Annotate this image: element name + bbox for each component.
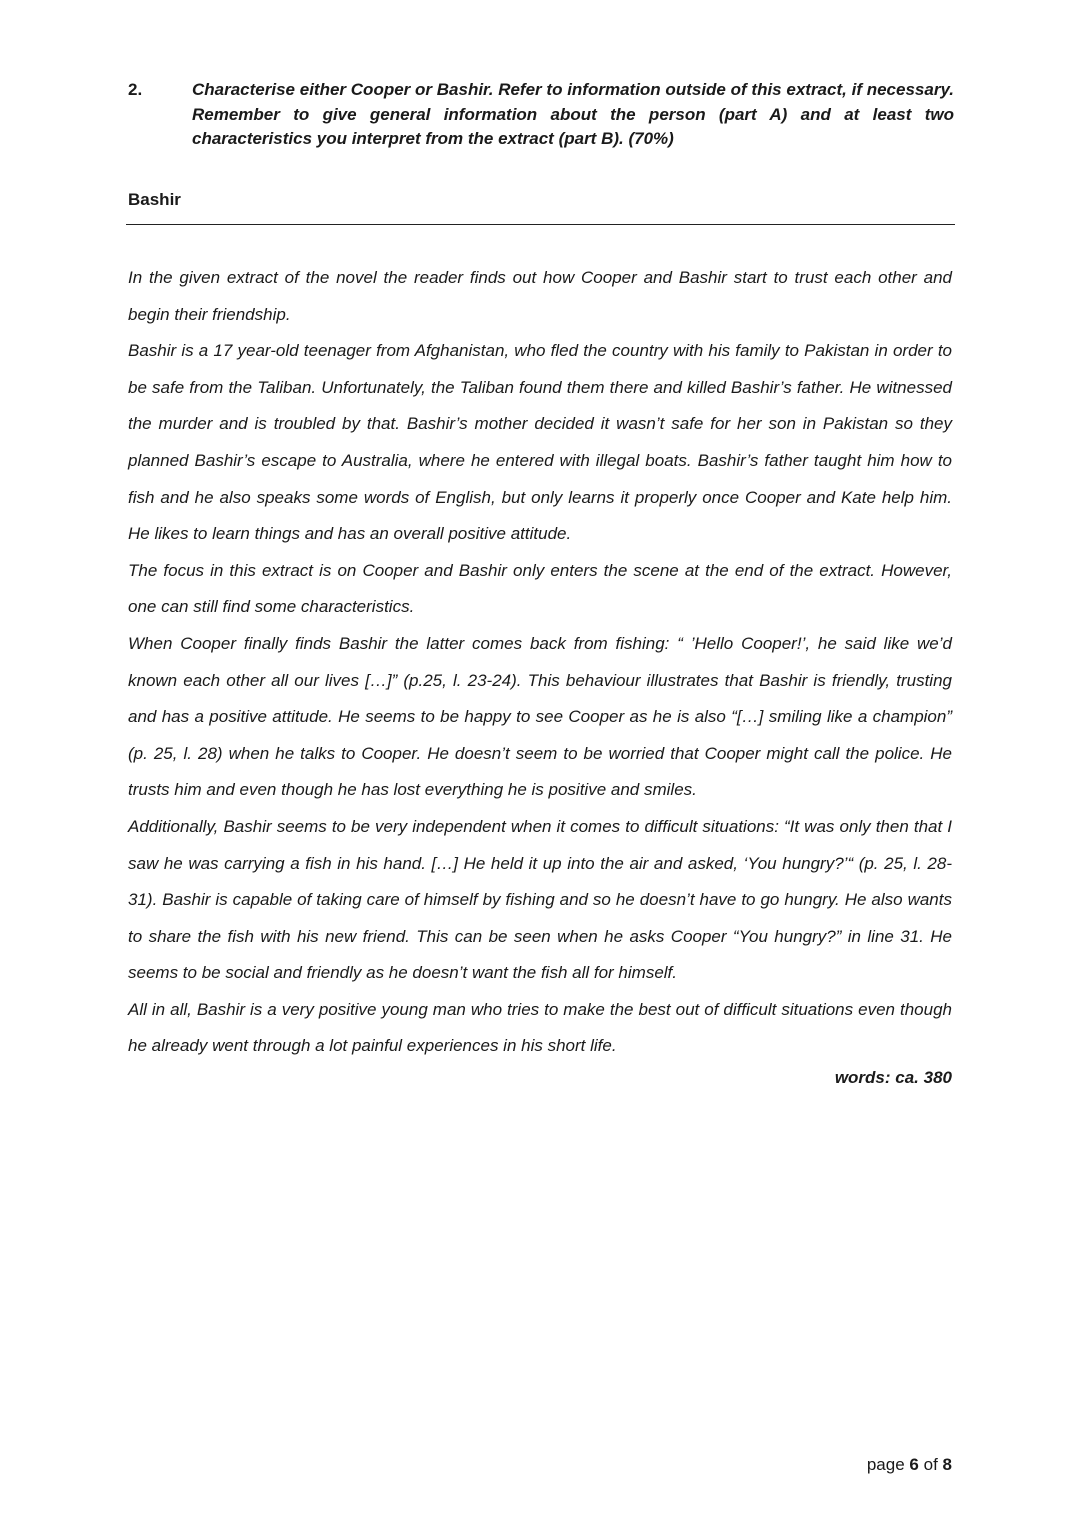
section-heading: Bashir (128, 190, 181, 209)
answer-paragraph-focus: The focus in this extract is on Cooper and Bashir only enters the scene at the end of the extract. However, one can still find some characteristics. (128, 560, 952, 617)
page-current: 6 (909, 1455, 919, 1474)
question-number: 2. (128, 80, 143, 99)
question-text: Characterise either Cooper or Bashir. Refer to information outside of this extract, if necessary. Remember to give general information about the person (part A) and at least two characteristics you interpret from the extract (part B). (70%) (192, 80, 954, 148)
page-of-label: of (923, 1455, 938, 1474)
page-total: 8 (942, 1455, 952, 1474)
divider-line (126, 224, 955, 225)
answer-paragraph-general: Bashir is a 17 year-old teenager from Afghanistan, who fled the country with his family to Pakistan in order to be safe from the Taliban. Unfortunately, the Taliban found them there and killed Bashir’s father. He witnessed the murder and is troubled by that. Bashir’s mother decided it wasn’t safe for her son in Pakistan so they planned Bashir’s escape to Australia, where he entered with illegal boats. Bashir’s father taught him how to fish and he also speaks some words of English, but only learns it properly once Cooper and Kate help him. He likes to learn things and has an overall positive attitude. (128, 341, 952, 544)
answer-paragraph-conclusion: All in all, Bashir is a very positive young man who tries to make the best out of difficult situations even though he already went through a lot painful experiences in his short life. (128, 999, 952, 1056)
answer-paragraph-independent: Additionally, Bashir seems to be very independent when it comes to difficult situations: “It was only then that I saw he was carrying a fish in his hand. […] He held it up into the air and asked, ‘You hungry?’“ (p. 25, l. 28-31). Bashir is capable of taking care of himself by fishing and so he doesn’t have to go hungry. He also wants to share the fish with his new friend. This can be seen when he asks Cooper “You hungry?” in line 31. He seems to be social and friendly as he doesn’t want the fish all for himself. (128, 816, 952, 983)
answer-paragraph-friendly: When Cooper finally finds Bashir the latter comes back from fishing: “ ’Hello Cooper!’, he said like we’d known each other all our lives […]” (p.25, l. 23-24). This behaviour illustrates that Bashir is friendly, trusting and has a positive attitude. He seems to be happy to see Cooper as he is also “[…] smiling like a champion” (p. 25, l. 28) when he talks to Cooper. He doesn’t seem to be worried that Cooper might call the police. He trusts him and even though he has lost everything he is positive and smiles. (128, 633, 952, 800)
answer-body (128, 260, 952, 1065)
page-label: page (866, 1455, 905, 1474)
page-footer (867, 1453, 952, 1477)
answer-paragraph-intro: In the given extract of the novel the reader finds out how Cooper and Bashir start to trust each other and begin their friendship. (128, 268, 952, 324)
word-count: words: ca. 380 (834, 1068, 952, 1087)
